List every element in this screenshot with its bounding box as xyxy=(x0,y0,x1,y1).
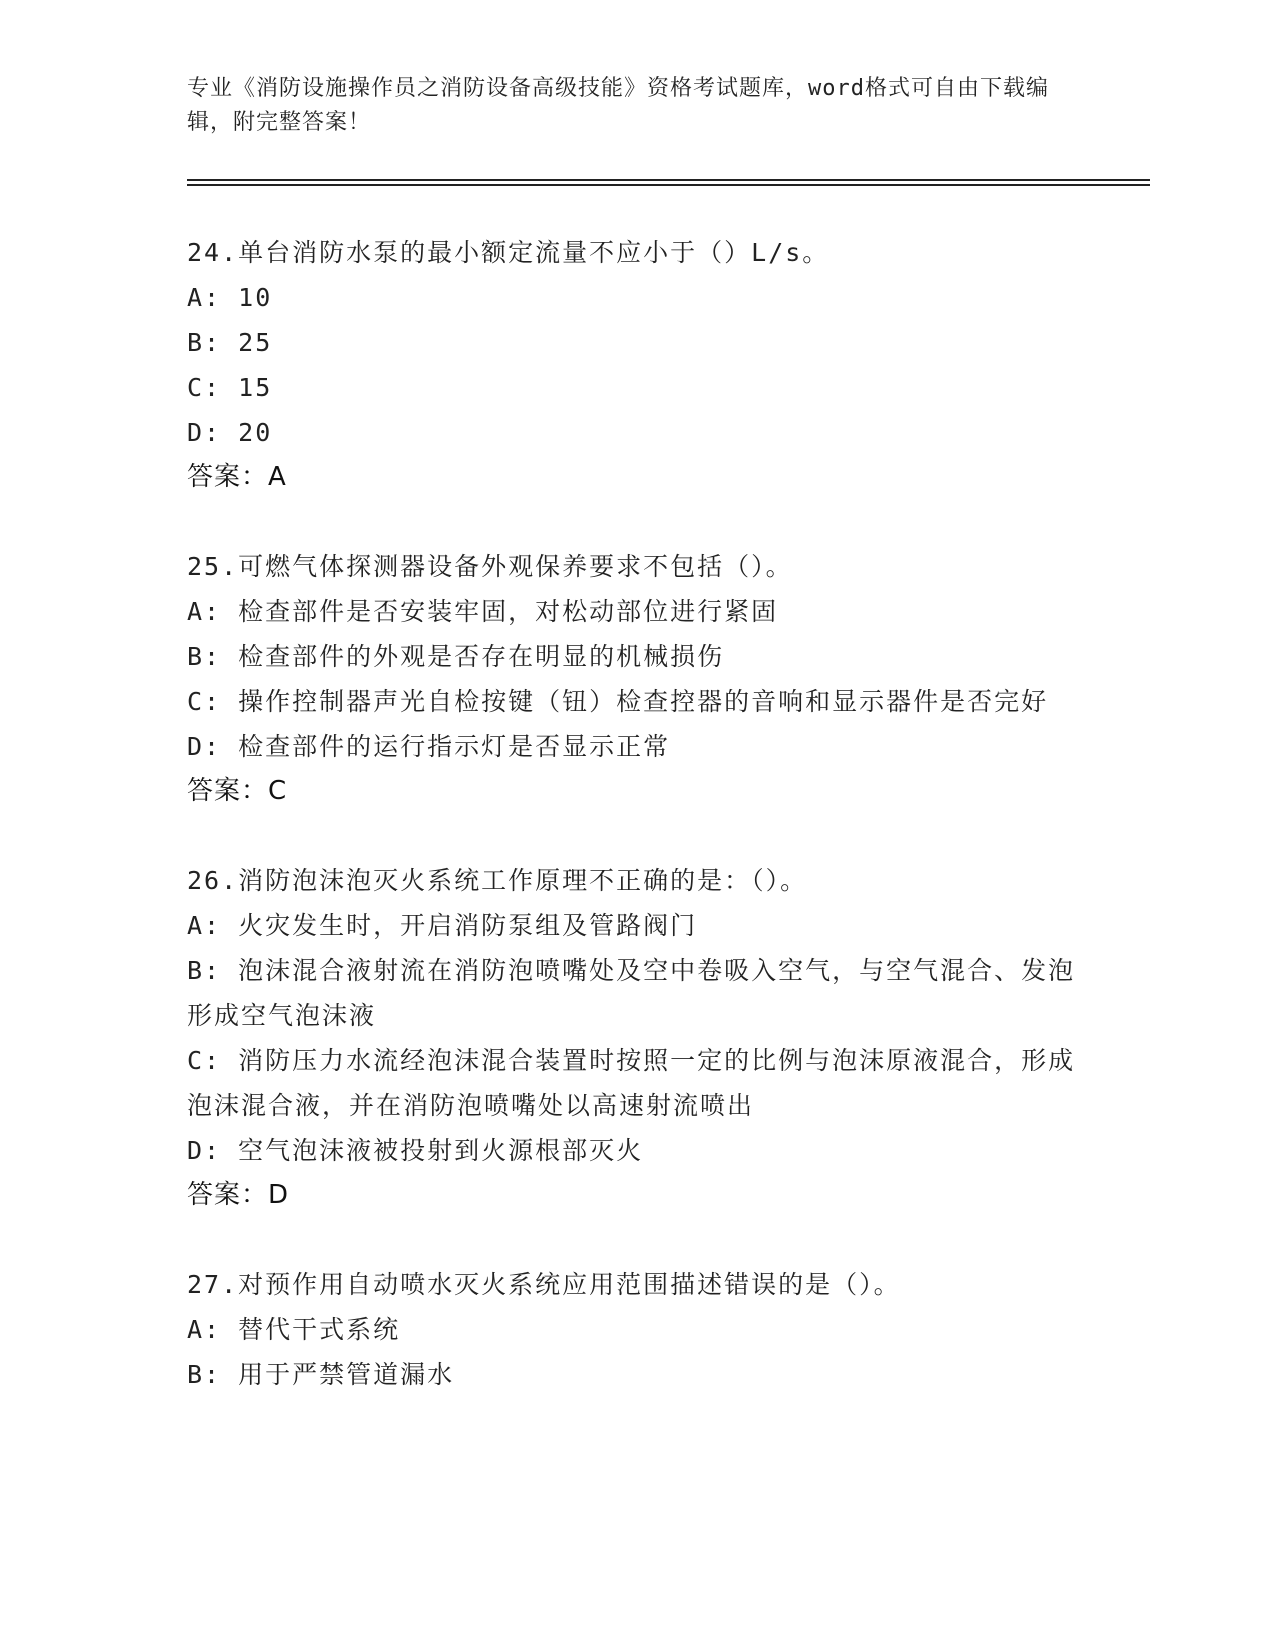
header-divider-bottom xyxy=(187,184,1150,186)
question-27 xyxy=(187,1262,1087,1397)
question-26 xyxy=(187,858,1087,1218)
option-d: D: 空气泡沫液被投射到火源根部灭火 xyxy=(187,1136,644,1165)
answer: 答案：A xyxy=(187,462,287,492)
question-text: 27.对预作用自动喷水灭火系统应用范围描述错误的是（）。 xyxy=(187,1270,901,1299)
option-a: A: 火灾发生时，开启消防泵组及管路阀门 xyxy=(187,911,698,940)
option-b: B: 25 xyxy=(187,328,273,357)
question-25 xyxy=(187,544,1087,814)
question-text: 24.单台消防水泵的最小额定流量不应小于（）L/s。 xyxy=(187,238,830,267)
option-d: D: 检查部件的运行指示灯是否显示正常 xyxy=(187,732,671,761)
question-text: 26.消防泡沫泡灭火系统工作原理不正确的是：（）。 xyxy=(187,866,808,895)
question-24 xyxy=(187,230,1087,500)
option-a: A: 替代干式系统 xyxy=(187,1315,401,1344)
option-c: C: 15 xyxy=(187,373,273,402)
answer: 答案：D xyxy=(187,1180,290,1210)
option-b: B: 检查部件的外观是否存在明显的机械损伤 xyxy=(187,642,725,671)
header-divider-top xyxy=(187,179,1150,181)
answer: 答案：C xyxy=(187,776,288,806)
option-d: D: 20 xyxy=(187,418,273,447)
question-list xyxy=(187,230,1087,1441)
document-header: 专业《消防设施操作员之消防设备高级技能》资格考试题库，word格式可自由下载编辑，附完整答案！ xyxy=(187,76,1049,135)
question-text: 25.可燃气体探测器设备外观保养要求不包括（）。 xyxy=(187,552,793,581)
option-c: C: 消防压力水流经泡沫混合装置时按照一定的比例与泡沫原液混合，形成泡沫混合液，并在消防泡喷嘴处以高速射流喷出 xyxy=(187,1046,1076,1120)
option-c: C: 操作控制器声光自检按键（钮）检查控器的音响和显示器件是否完好 xyxy=(187,687,1049,716)
option-b: B: 泡沫混合液射流在消防泡喷嘴处及空中卷吸入空气，与空气混合、发泡形成空气泡沫液 xyxy=(187,956,1076,1030)
option-a: A: 10 xyxy=(187,283,273,312)
option-b: B: 用于严禁管道漏水 xyxy=(187,1360,455,1389)
option-a: A: 检查部件是否安装牢固，对松动部位进行紧固 xyxy=(187,597,779,626)
